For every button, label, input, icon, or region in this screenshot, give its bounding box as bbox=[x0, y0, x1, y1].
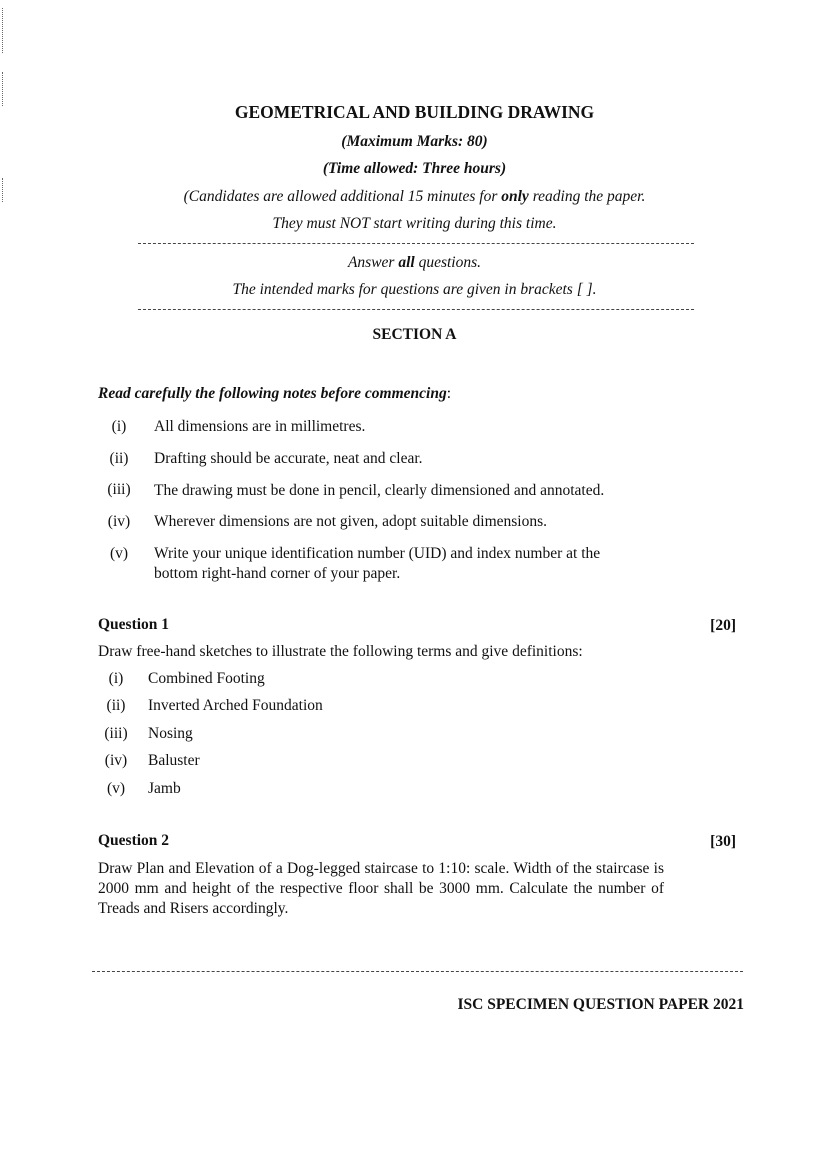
divider bbox=[138, 243, 694, 244]
marks-note: The intended marks for questions are given in brackets [ ]. bbox=[232, 281, 597, 298]
question-1-title: Question 1 bbox=[98, 616, 170, 633]
question-2-text: Draw Plan and Elevation of a Dog-legged staircase to 1:10: scale. Width of the staircase is 2000 mm and height of the respective floor shall be 3000 mm. Calculate the number of Treads and Risers accordingly. bbox=[98, 860, 664, 917]
instruction-line-2: They must NOT start writing during this time. bbox=[272, 215, 557, 232]
term-number: (ii) bbox=[106, 697, 126, 714]
note-text: Drafting should be accurate, neat and clear. bbox=[154, 450, 423, 467]
note-number: (v) bbox=[109, 545, 129, 562]
notes-heading: Read carefully the following notes before commencing: bbox=[98, 385, 452, 402]
paper-title: GEOMETRICAL AND BUILDING DRAWING bbox=[234, 102, 595, 122]
term-text: Inverted Arched Foundation bbox=[148, 697, 323, 714]
footer-divider bbox=[92, 971, 743, 972]
section-title: SECTION A bbox=[372, 326, 457, 343]
question-2-marks: [30] bbox=[710, 833, 736, 850]
term-text: Nosing bbox=[148, 725, 193, 742]
note-text: All dimensions are in millimetres. bbox=[154, 418, 366, 435]
term-number: (iv) bbox=[104, 752, 128, 769]
divider bbox=[138, 309, 694, 310]
term-text: Combined Footing bbox=[148, 670, 265, 687]
note-text: Write your unique identification number (UID) and index number at the bbox=[154, 545, 601, 562]
instruction-line-1: (Candidates are allowed additional 15 minutes for only reading the paper. bbox=[183, 188, 646, 205]
term-text: Jamb bbox=[148, 780, 181, 797]
margin-mark bbox=[2, 8, 5, 53]
term-text: Baluster bbox=[148, 752, 200, 769]
note-text: Wherever dimensions are not given, adopt suitable dimensions. bbox=[154, 513, 548, 530]
answer-instruction: Answer all questions. bbox=[347, 254, 482, 271]
note-number: (i) bbox=[111, 418, 127, 435]
margin-mark bbox=[2, 72, 5, 106]
term-number: (v) bbox=[106, 780, 126, 797]
note-number: (ii) bbox=[109, 450, 129, 467]
note-number: (iii) bbox=[107, 481, 131, 498]
note-text: The drawing must be done in pencil, clearly dimensioned and annotated. bbox=[154, 482, 605, 499]
note-text-continued: bottom right-hand corner of your paper. bbox=[154, 565, 401, 582]
term-number: (iii) bbox=[104, 725, 128, 742]
term-number: (i) bbox=[108, 670, 124, 687]
time-allowed: (Time allowed: Three hours) bbox=[322, 160, 507, 177]
footer-title: ISC SPECIMEN QUESTION PAPER 2021 bbox=[457, 996, 744, 1013]
note-number: (iv) bbox=[107, 513, 131, 530]
question-1-marks: [20] bbox=[710, 617, 736, 634]
question-2-title: Question 2 bbox=[98, 832, 170, 849]
max-marks: (Maximum Marks: 80) bbox=[341, 133, 488, 150]
question-1-prompt: Draw free-hand sketches to illustrate the following terms and give definitions: bbox=[98, 643, 583, 660]
